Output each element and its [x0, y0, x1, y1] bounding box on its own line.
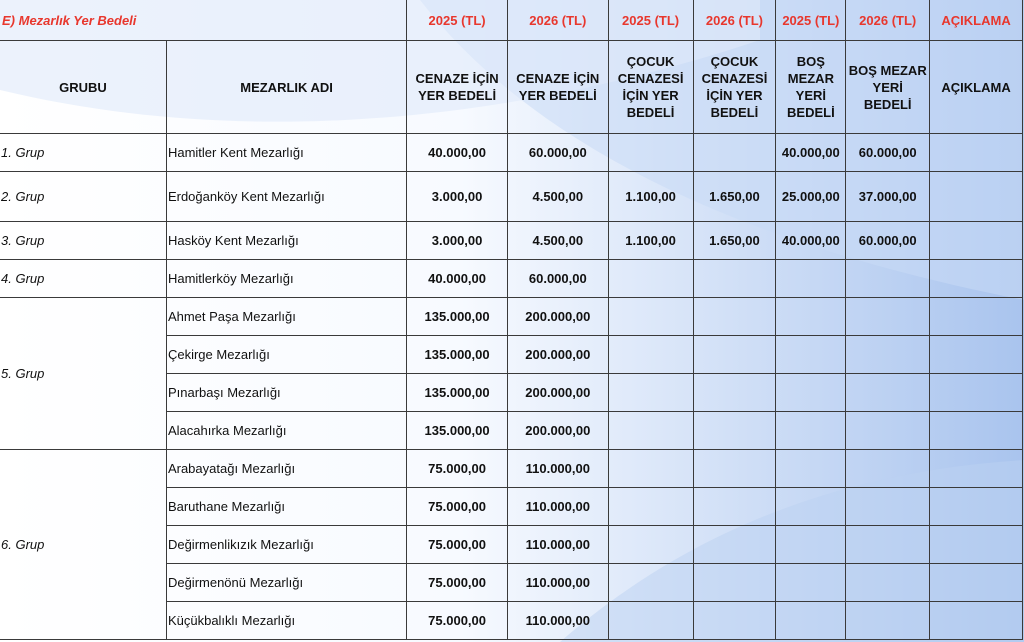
table-row — [0, 134, 1023, 172]
cemetery-name: Hamitlerköy Mezarlığı — [166, 260, 406, 298]
bos-2026-value — [846, 298, 930, 336]
cocuk-2025-value — [608, 336, 693, 374]
col-header-aciklama: AÇIKLAMA — [930, 41, 1023, 134]
aciklama-value — [930, 488, 1023, 526]
year-header: 2025 (TL) — [407, 0, 508, 41]
group-cell: 1. Grup — [0, 134, 166, 172]
cemetery-name: Arabayatağı Mezarlığı — [166, 450, 406, 488]
cocuk-2025-value — [608, 450, 693, 488]
aciklama-value — [930, 526, 1023, 564]
aciklama-value — [930, 222, 1023, 260]
bos-2025-value — [776, 298, 846, 336]
bos-2026-value — [846, 336, 930, 374]
cenaze-2025-value: 75.000,00 — [407, 564, 508, 602]
cocuk-2025-value — [608, 488, 693, 526]
aciklama-value — [930, 336, 1023, 374]
aciklama-value — [930, 450, 1023, 488]
group-cell: 2. Grup — [0, 172, 166, 222]
bos-2025-value: 25.000,00 — [776, 172, 846, 222]
cocuk-2026-value: 1.650,00 — [693, 172, 776, 222]
bos-2026-value — [846, 450, 930, 488]
cocuk-2025-value: 1.100,00 — [608, 222, 693, 260]
cenaze-2025-value: 3.000,00 — [407, 222, 508, 260]
cenaze-2026-value: 4.500,00 — [507, 222, 608, 260]
year-header: 2026 (TL) — [693, 0, 776, 41]
cocuk-2025-value — [608, 260, 693, 298]
group-cell: 5. Grup — [0, 298, 166, 450]
table-row — [0, 222, 1023, 260]
column-header-row — [0, 41, 1023, 134]
cemetery-name: Hamitler Kent Mezarlığı — [166, 134, 406, 172]
aciklama-value — [930, 134, 1023, 172]
cocuk-2025-value — [608, 564, 693, 602]
cenaze-2026-value: 110.000,00 — [507, 602, 608, 640]
table-row — [0, 172, 1023, 222]
group-cell: 4. Grup — [0, 260, 166, 298]
bos-2025-value — [776, 260, 846, 298]
cemetery-name: Alacahırka Mezarlığı — [166, 412, 406, 450]
cocuk-2026-value — [693, 564, 776, 602]
cocuk-2026-value — [693, 260, 776, 298]
cocuk-2025-value — [608, 602, 693, 640]
cenaze-2026-value: 110.000,00 — [507, 450, 608, 488]
cocuk-2026-value — [693, 488, 776, 526]
cocuk-2025-value — [608, 412, 693, 450]
cocuk-2026-value — [693, 602, 776, 640]
cenaze-2025-value: 75.000,00 — [407, 450, 508, 488]
cemetery-name: Çekirge Mezarlığı — [166, 336, 406, 374]
cenaze-2026-value: 110.000,00 — [507, 488, 608, 526]
cocuk-2026-value — [693, 336, 776, 374]
cenaze-2026-value: 200.000,00 — [507, 298, 608, 336]
year-header: 2026 (TL) — [507, 0, 608, 41]
col-header-cocuk-2025: ÇOCUK CENAZESİ İÇİN YER BEDELİ — [608, 41, 693, 134]
cenaze-2026-value: 200.000,00 — [507, 336, 608, 374]
cenaze-2025-value: 135.000,00 — [407, 412, 508, 450]
cocuk-2025-value: 1.100,00 — [608, 172, 693, 222]
bos-2026-value: 60.000,00 — [846, 134, 930, 172]
cemetery-name: Değirmenönü Mezarlığı — [166, 564, 406, 602]
cemetery-name: Pınarbaşı Mezarlığı — [166, 374, 406, 412]
cenaze-2026-value: 200.000,00 — [507, 374, 608, 412]
cemetery-name: Baruthane Mezarlığı — [166, 488, 406, 526]
cenaze-2025-value: 75.000,00 — [407, 602, 508, 640]
cenaze-2025-value: 75.000,00 — [407, 526, 508, 564]
cenaze-2025-value: 40.000,00 — [407, 260, 508, 298]
cenaze-2025-value: 75.000,00 — [407, 488, 508, 526]
year-header: 2025 (TL) — [608, 0, 693, 41]
col-header-grubu: GRUBU — [0, 41, 166, 134]
bos-2025-value — [776, 374, 846, 412]
aciklama-value — [930, 602, 1023, 640]
bos-2025-value: 40.000,00 — [776, 134, 846, 172]
aciklama-value — [930, 172, 1023, 222]
cocuk-2025-value — [608, 134, 693, 172]
year-header-row — [0, 0, 1023, 41]
aciklama-value — [930, 564, 1023, 602]
cenaze-2026-value: 110.000,00 — [507, 564, 608, 602]
cemetery-name: Değirmenlikızık Mezarlığı — [166, 526, 406, 564]
cenaze-2026-value: 110.000,00 — [507, 526, 608, 564]
bos-2025-value — [776, 336, 846, 374]
table-row — [0, 260, 1023, 298]
bos-2025-value — [776, 450, 846, 488]
cocuk-2025-value — [608, 298, 693, 336]
cemetery-name: Erdoğanköy Kent Mezarlığı — [166, 172, 406, 222]
cocuk-2026-value: 1.650,00 — [693, 222, 776, 260]
cocuk-2026-value — [693, 374, 776, 412]
cenaze-2026-value: 4.500,00 — [507, 172, 608, 222]
table-row — [0, 298, 1023, 336]
cenaze-2025-value: 135.000,00 — [407, 298, 508, 336]
cenaze-2026-value: 200.000,00 — [507, 412, 608, 450]
col-header-bos-2026: BOŞ MEZAR YERİ BEDELİ — [846, 41, 930, 134]
cocuk-2026-value — [693, 298, 776, 336]
group-cell: 6. Grup — [0, 450, 166, 640]
cemetery-name: Küçükbalıklı Mezarlığı — [166, 602, 406, 640]
cemetery-name: Hasköy Kent Mezarlığı — [166, 222, 406, 260]
cocuk-2025-value — [608, 526, 693, 564]
bos-2026-value: 60.000,00 — [846, 222, 930, 260]
col-header-cocuk-2026: ÇOCUK CENAZESİ İÇİN YER BEDELİ — [693, 41, 776, 134]
col-header-cenaze-2025: CENAZE İÇİN YER BEDELİ — [407, 41, 508, 134]
bos-2025-value — [776, 412, 846, 450]
col-header-cenaze-2026: CENAZE İÇİN YER BEDELİ — [507, 41, 608, 134]
bos-2025-value — [776, 602, 846, 640]
bos-2026-value — [846, 602, 930, 640]
cenaze-2025-value: 3.000,00 — [407, 172, 508, 222]
cocuk-2026-value — [693, 526, 776, 564]
cenaze-2025-value: 135.000,00 — [407, 336, 508, 374]
bos-2026-value — [846, 374, 930, 412]
aciklama-value — [930, 260, 1023, 298]
bos-2026-value — [846, 260, 930, 298]
cocuk-2025-value — [608, 374, 693, 412]
bos-2026-value — [846, 564, 930, 602]
cenaze-2026-value: 60.000,00 — [507, 134, 608, 172]
table-row — [0, 450, 1023, 488]
bos-2026-value — [846, 412, 930, 450]
cocuk-2026-value — [693, 134, 776, 172]
year-header: 2026 (TL) — [846, 0, 930, 41]
year-header: AÇIKLAMA — [930, 0, 1023, 41]
col-header-bos-2025: BOŞ MEZAR YERİ BEDELİ — [776, 41, 846, 134]
cemetery-name: Ahmet Paşa Mezarlığı — [166, 298, 406, 336]
group-cell: 3. Grup — [0, 222, 166, 260]
bos-2025-value — [776, 526, 846, 564]
year-header: 2025 (TL) — [776, 0, 846, 41]
cenaze-2026-value: 60.000,00 — [507, 260, 608, 298]
aciklama-value — [930, 374, 1023, 412]
bos-2025-value — [776, 564, 846, 602]
bos-2026-value: 37.000,00 — [846, 172, 930, 222]
cocuk-2026-value — [693, 450, 776, 488]
col-header-mezarlik-adi: MEZARLIK ADI — [166, 41, 406, 134]
cenaze-2025-value: 135.000,00 — [407, 374, 508, 412]
bos-2026-value — [846, 526, 930, 564]
aciklama-value — [930, 298, 1023, 336]
bos-2025-value — [776, 488, 846, 526]
cocuk-2026-value — [693, 412, 776, 450]
bos-2026-value — [846, 488, 930, 526]
table-title: E) Mezarlık Yer Bedeli — [0, 0, 407, 41]
cenaze-2025-value: 40.000,00 — [407, 134, 508, 172]
aciklama-value — [930, 412, 1023, 450]
bos-2025-value: 40.000,00 — [776, 222, 846, 260]
